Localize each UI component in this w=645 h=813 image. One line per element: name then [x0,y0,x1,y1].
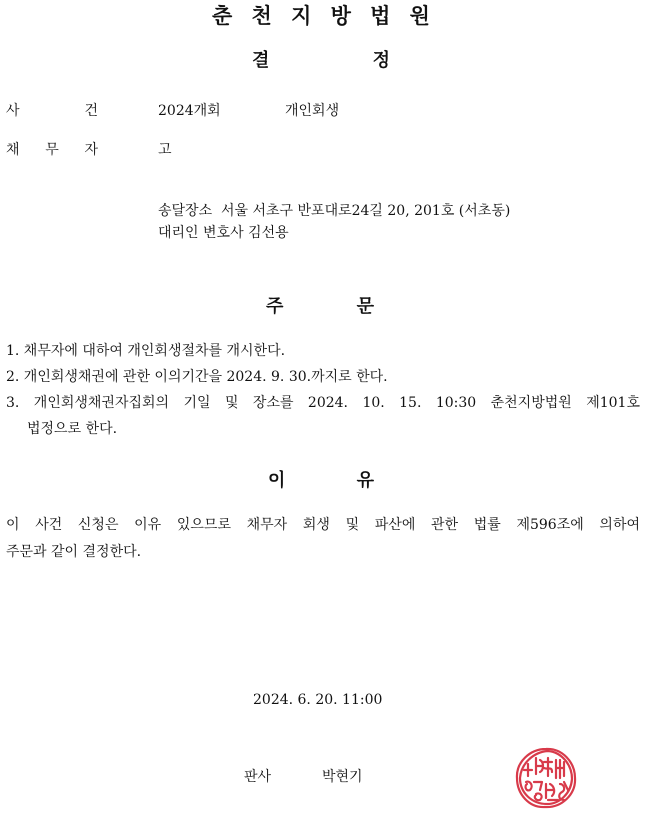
legal-agent: 대리인 변호사 김선용 [158,225,289,241]
case-label-char: 사 [6,103,20,119]
debtor-label [6,139,98,159]
reason-heading-char: 유 [356,470,374,491]
court-name-char: 지 [291,4,312,28]
judge-title: 판사 [244,769,272,785]
service-address: 송달장소 서울 서초구 반포대로24길 20, 201호 (서초동) [158,203,511,219]
decision-date: 2024. 6. 20. 11:00 [253,692,383,708]
case-label [6,100,98,120]
court-name-char: 법 [370,4,391,28]
order-heading [266,292,374,318]
order-heading-char: 문 [356,296,374,317]
case-label-char: 건 [84,103,98,119]
reason-line-1: 이 사건 신청은 이유 있으므로 채무자 회생 및 파산에 관한 법률 제596조에 의하여 [6,517,640,533]
document-type-char: 정 [372,50,390,71]
debtor-label-char: 자 [84,142,98,158]
debtor-label-char: 채 [6,142,20,158]
order-heading-char: 주 [266,296,284,317]
court-name-char: 방 [330,4,351,28]
order-item-3: 3. 개인회생채권자집회의 기일 및 장소를 2024. 10. 15. 10:30 춘천지방법원 제101호 [6,395,640,411]
order-item-3-continued: 법정으로 한다. [27,421,118,437]
debtor-label-char: 무 [45,142,59,158]
document-type-char: 결 [252,50,270,71]
reason-line-2: 주문과 같이 결정한다. [6,544,142,560]
court-name [212,0,430,30]
court-name-char: 원 [409,4,430,28]
document-type [252,46,390,72]
court-name-char: 천 [251,4,272,28]
court-seal-icon [514,746,578,810]
order-item-1: 1. 채무자에 대하여 개인회생절차를 개시한다. [6,343,286,359]
case-number: 2024개회 [158,103,221,119]
debtor-name: 고 [158,142,172,158]
reason-heading [268,466,374,492]
order-item-2: 2. 개인회생채권에 관한 이의기간을 2024. 9. 30.까지로 한다. [6,369,388,385]
court-name-char: 춘 [212,4,233,28]
case-type: 개인회생 [285,103,340,119]
judge-name: 박현기 [322,769,363,785]
reason-heading-char: 이 [268,470,286,491]
